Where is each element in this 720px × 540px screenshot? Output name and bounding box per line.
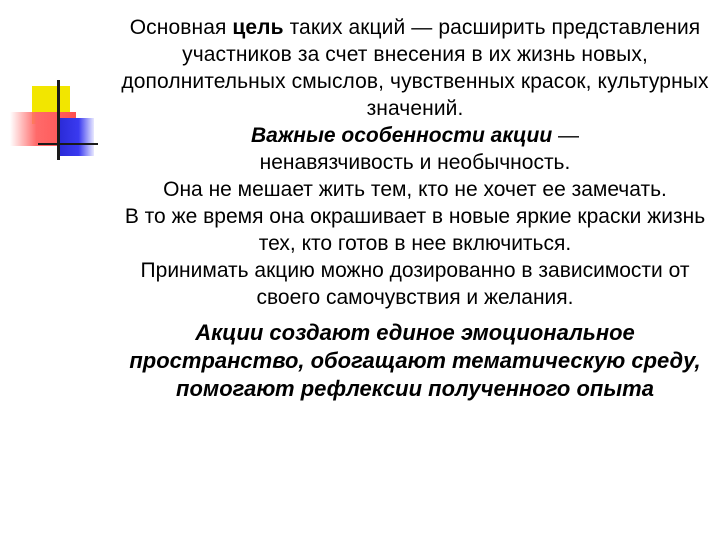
conclusion-text: Акции создают единое эмоциональное пространство, обогащают тематическую среду, помогают рефлексии полученного опыта [129,320,701,401]
blue-square-decoration [60,118,94,156]
features-heading: Важные особенности акции [250,124,553,147]
vertical-line-decoration [57,80,60,160]
decorative-logo [0,0,110,170]
colors-line: В то же время она окрашивает в новые яркие краски жизнь тех, кто готов в нее включиться. [124,205,706,255]
goal-keyword: цель [232,16,284,39]
not-disturb-line: Она не мешает жить тем, кто не хочет ее замечать. [163,178,667,201]
goal-intro: Основная [129,16,233,39]
slide-text-body [120,14,710,403]
features-value: ненавязчивость и необычность. [259,151,571,174]
features-dash: — [552,124,580,147]
features-line [120,122,710,176]
goal-text: таких акций — расширить представления участников за счет внесения в их жизнь новых, дополнительных смыслов, чувственных красок, культурных значений. [121,16,709,120]
horizontal-line-decoration [38,143,98,145]
dosing-line: Принимать акцию можно дозированно в зависимости от своего самочувствия и желания. [140,259,690,309]
goal-paragraph [120,14,710,122]
